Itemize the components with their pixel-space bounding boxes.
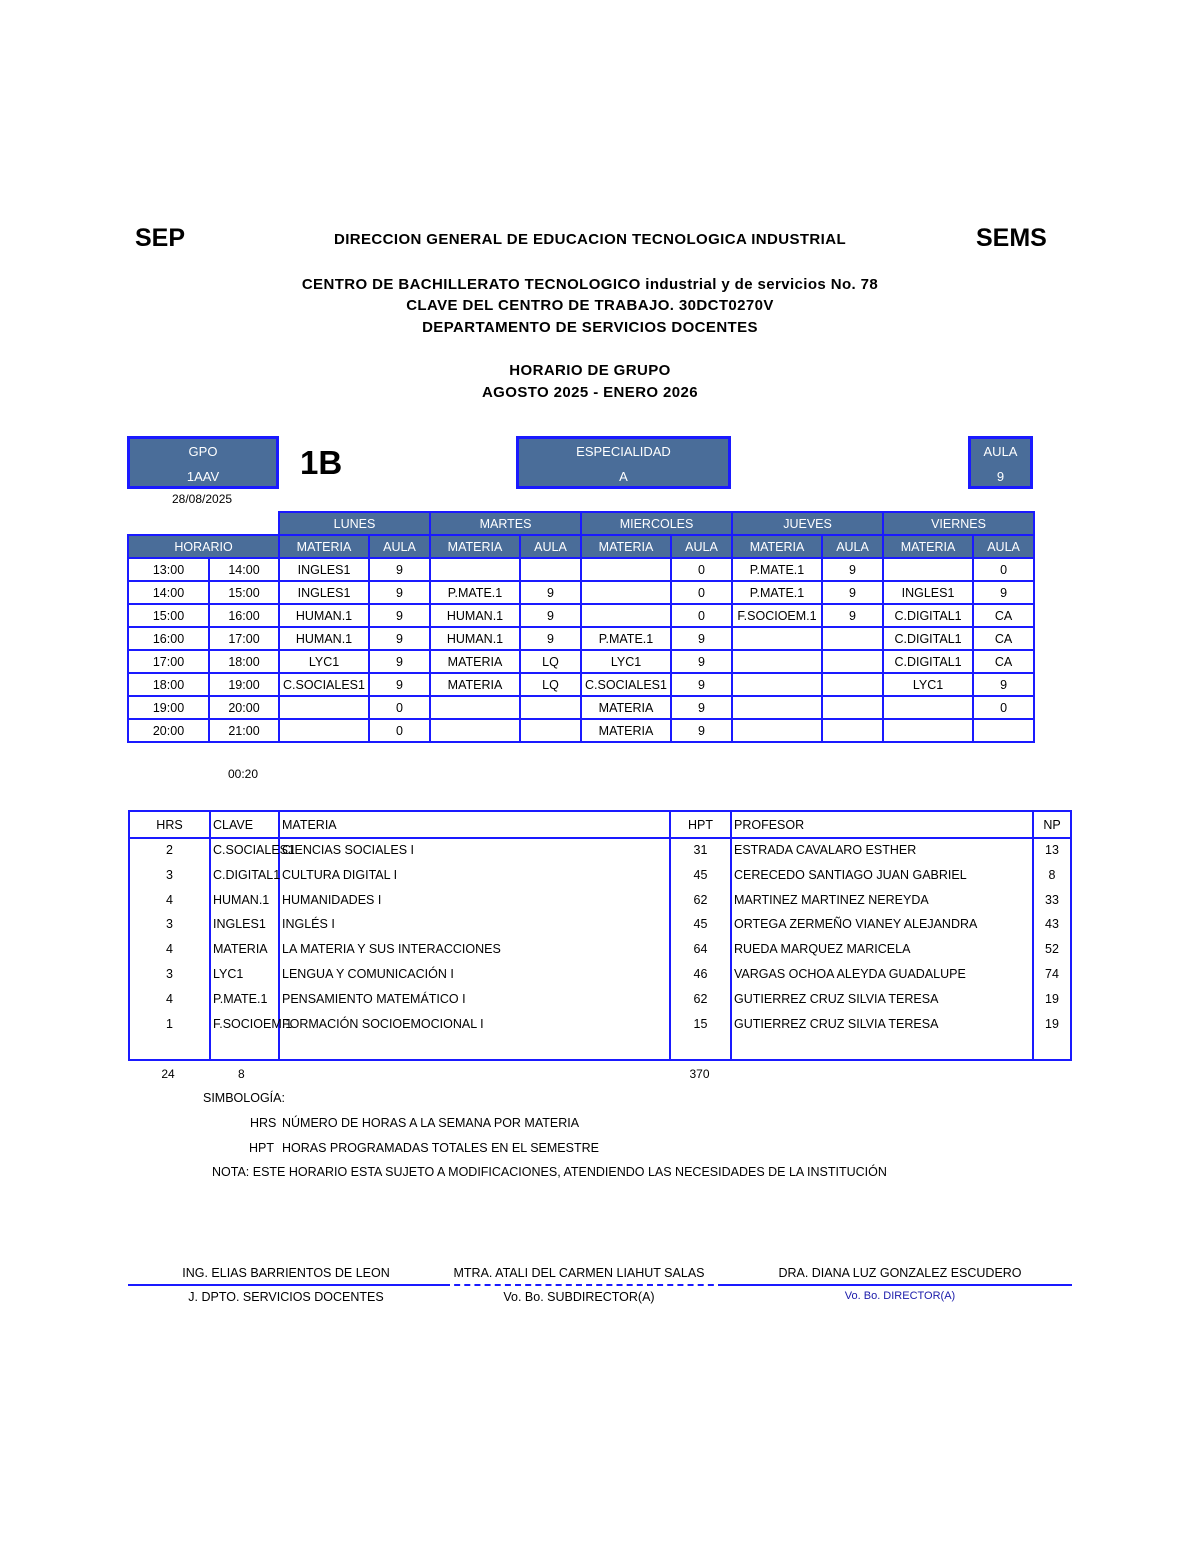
subject-clave: MATERIA — [213, 942, 268, 957]
subject-np: 8 — [1048, 867, 1056, 882]
end-time: 16:00 — [209, 604, 279, 627]
materia-cell — [581, 558, 671, 581]
aula-cell — [520, 696, 581, 719]
aula-cell: 9 — [671, 627, 732, 650]
subject-profesor: GUTIERREZ CRUZ SILVIA TERESA — [734, 1016, 939, 1031]
subject-np: 74 — [1045, 967, 1059, 981]
aula-cell: 9 — [520, 581, 581, 604]
horario-header: HORARIO — [128, 535, 279, 558]
start-time: 16:00 — [128, 627, 209, 650]
materia-cell — [581, 604, 671, 627]
duration: 00:20 — [228, 767, 259, 781]
hpt-header: HPT — [688, 818, 713, 832]
subject-np: 13 — [1045, 843, 1059, 857]
aula-header: AULA — [822, 535, 883, 558]
materia-header: MATERIA — [279, 535, 369, 558]
aula-cell — [520, 719, 581, 742]
days-row — [128, 512, 1034, 535]
materia-cell — [279, 719, 369, 742]
signature-role-3: Vo. Bo. DIRECTOR(A) — [844, 1290, 956, 1302]
subject-hpt: 64 — [693, 942, 708, 957]
subject-hrs: 3 — [166, 967, 173, 981]
start-time: 17:00 — [128, 650, 209, 673]
aula-cell — [822, 650, 883, 673]
subject-hrs: 2 — [166, 843, 173, 857]
end-time: 14:00 — [209, 558, 279, 581]
materia-cell: HUMAN.1 — [430, 604, 520, 627]
signature-name-1: ING. ELIAS BARRIENTOS DE LEON — [182, 1266, 390, 1280]
signature-name-2: MTRA. ATALI DEL CARMEN LIAHUT SALAS — [453, 1266, 705, 1280]
subject-materia: LENGUA Y COMUNICACIÓN I — [282, 967, 454, 981]
total-hrs: 24 — [161, 1067, 175, 1081]
aula-cell: 0 — [671, 558, 732, 581]
header-line-5: HORARIO DE GRUPO — [509, 362, 671, 379]
materia-cell: MATERIA — [430, 650, 520, 673]
schedule-row — [128, 673, 1034, 696]
aula-cell: 9 — [369, 558, 430, 581]
specialty-label: ESPECIALIDAD — [576, 444, 671, 459]
subject-clave: C.SOCIALES1 — [213, 843, 295, 857]
aula-cell: 0 — [369, 719, 430, 742]
signature-role-1: J. DPTO. SERVICIOS DOCENTES — [188, 1290, 384, 1304]
signature-line-3 — [724, 1284, 1072, 1286]
hrs-header: HRS — [156, 818, 183, 832]
subject-profesor: ESTRADA CAVALARO ESTHER — [734, 843, 917, 857]
schedule-row — [128, 558, 1034, 581]
aula-cell: CA — [973, 650, 1034, 673]
subject-profesor: MARTINEZ MARTINEZ NEREYDA — [734, 892, 929, 907]
header-line-1: DIRECCION GENERAL DE EDUCACION TECNOLOGICA INDUSTRIAL — [333, 231, 847, 248]
aula-cell: 9 — [671, 719, 732, 742]
hpt-desc: HORAS PROGRAMADAS TOTALES EN EL SEMESTRE — [282, 1141, 599, 1155]
materia-cell: C.SOCIALES1 — [581, 673, 671, 696]
aula-cell: 9 — [973, 581, 1034, 604]
signature-line-1 — [128, 1284, 444, 1286]
materia-cell: HUMAN.1 — [279, 604, 369, 627]
materia-header: MATERIA — [883, 535, 973, 558]
aula-cell: 9 — [369, 604, 430, 627]
aula-cell: LQ — [520, 673, 581, 696]
day-header: VIERNES — [883, 512, 1034, 535]
subjects-table — [128, 810, 1072, 1061]
materia-header: MATERIA — [430, 535, 520, 558]
start-time: 14:00 — [128, 581, 209, 604]
materia-cell: MATERIA — [581, 696, 671, 719]
subject-hrs: 1 — [166, 1016, 173, 1031]
np-header: NP — [1043, 818, 1061, 832]
day-header: MARTES — [430, 512, 581, 535]
subject-materia: CULTURA DIGITAL I — [282, 867, 398, 882]
aula-cell: CA — [973, 627, 1034, 650]
materia-cell — [430, 558, 520, 581]
subheader-row — [128, 535, 1034, 558]
subject-hrs: 4 — [166, 942, 173, 957]
materia-cell: C.DIGITAL1 — [883, 604, 973, 627]
materia-cell — [279, 696, 369, 719]
aula-cell: 9 — [822, 581, 883, 604]
aula-cell: 9 — [520, 627, 581, 650]
materia-cell — [430, 719, 520, 742]
hrs-abbr: HRS — [250, 1116, 277, 1130]
aula-cell: 9 — [822, 604, 883, 627]
simbologia-label: SIMBOLOGÍA: — [203, 1091, 285, 1105]
group-box — [127, 436, 279, 489]
aula-header: AULA — [369, 535, 430, 558]
aula-cell: 9 — [671, 673, 732, 696]
subject-profesor: ORTEGA ZERMEÑO VIANEY ALEJANDRA — [734, 917, 978, 932]
signature-role-2: Vo. Bo. SUBDIRECTOR(A) — [503, 1290, 655, 1304]
aula-cell: 9 — [671, 696, 732, 719]
schedule-table — [127, 511, 1035, 743]
blank-corner — [128, 512, 279, 535]
sep-logo-text: SEP — [135, 224, 186, 252]
materia-cell — [732, 650, 822, 673]
subject-hrs: 4 — [166, 892, 173, 907]
subject-hrs: 3 — [166, 867, 173, 882]
subject-hpt: 62 — [693, 991, 708, 1006]
subject-materia: PENSAMIENTO MATEMÁTICO I — [282, 991, 466, 1006]
aula-cell: 9 — [520, 604, 581, 627]
aula-cell: 9 — [369, 581, 430, 604]
materia-cell — [732, 696, 822, 719]
subject-hrs: 3 — [166, 917, 173, 932]
materia-cell: C.SOCIALES1 — [279, 673, 369, 696]
subject-np: 43 — [1045, 917, 1059, 932]
materia-cell: LYC1 — [581, 650, 671, 673]
group-label: GPO — [188, 444, 218, 459]
hpt-abbr: HPT — [249, 1141, 274, 1155]
header-line-3: CLAVE DEL CENTRO DE TRABAJO. 30DCT0270V — [406, 297, 774, 314]
aula-header: AULA — [671, 535, 732, 558]
aula-cell — [822, 673, 883, 696]
materia-cell — [581, 581, 671, 604]
subject-materia: CIENCIAS SOCIALES I — [282, 843, 414, 857]
materia-header: MATERIA — [282, 818, 337, 832]
aula-cell: 9 — [671, 650, 732, 673]
start-time: 19:00 — [128, 696, 209, 719]
subject-hrs: 4 — [166, 991, 173, 1006]
materia-header: MATERIA — [732, 535, 822, 558]
header-line-4: DEPARTAMENTO DE SERVICIOS DOCENTES — [422, 319, 758, 336]
schedule-row — [128, 627, 1034, 650]
room-box — [968, 436, 1033, 489]
materia-header: MATERIA — [581, 535, 671, 558]
header-divider — [130, 837, 1070, 839]
subject-clave: LYC1 — [213, 967, 244, 981]
materia-cell: C.DIGITAL1 — [883, 650, 973, 673]
materia-cell: LYC1 — [279, 650, 369, 673]
materia-cell: LYC1 — [883, 673, 973, 696]
schedule-row — [128, 696, 1034, 719]
end-time: 15:00 — [209, 581, 279, 604]
nota: NOTA: ESTE HORARIO ESTA SUJETO A MODIFICACIONES, ATENDIENDO LAS NECESIDADES DE LA INSTITUCIÓN — [212, 1165, 887, 1179]
end-time: 17:00 — [209, 627, 279, 650]
subject-clave: HUMAN.1 — [213, 892, 270, 907]
materia-cell: MATERIA — [581, 719, 671, 742]
header-line-6: AGOSTO 2025 - ENERO 2026 — [481, 384, 699, 401]
start-time: 20:00 — [128, 719, 209, 742]
subject-materia: HUMANIDADES I — [282, 892, 382, 907]
col-divider — [730, 812, 732, 1059]
subject-hpt: 31 — [693, 843, 708, 857]
aula-cell: 9 — [822, 558, 883, 581]
subject-profesor: VARGAS OCHOA ALEYDA GUADALUPE — [734, 967, 966, 981]
aula-cell: CA — [973, 604, 1034, 627]
room-value: 9 — [996, 469, 1005, 484]
total-hpt: 370 — [689, 1067, 710, 1081]
aula-cell — [822, 719, 883, 742]
materia-cell — [883, 558, 973, 581]
subject-materia: INGLÉS I — [282, 917, 335, 932]
subject-hpt: 15 — [693, 1016, 708, 1031]
start-time: 13:00 — [128, 558, 209, 581]
materia-cell: P.MATE.1 — [732, 558, 822, 581]
room-label: AULA — [983, 444, 1018, 459]
specialty-box — [516, 436, 731, 489]
group-value: 1AAV — [186, 469, 220, 484]
materia-cell — [883, 719, 973, 742]
aula-header: AULA — [520, 535, 581, 558]
aula-header: AULA — [973, 535, 1034, 558]
signature-name-3: DRA. DIANA LUZ GONZALEZ ESCUDERO — [778, 1266, 1022, 1280]
end-time: 20:00 — [209, 696, 279, 719]
materia-cell: MATERIA — [430, 673, 520, 696]
materia-cell: C.DIGITAL1 — [883, 627, 973, 650]
hrs-desc: NÚMERO DE HORAS A LA SEMANA POR MATERIA — [282, 1116, 580, 1130]
subject-clave: C.DIGITAL1 — [213, 867, 281, 882]
subject-profesor: GUTIERREZ CRUZ SILVIA TERESA — [734, 991, 939, 1006]
group-short: 1B — [300, 444, 343, 481]
materia-cell: P.MATE.1 — [430, 581, 520, 604]
subject-clave: P.MATE.1 — [213, 991, 268, 1006]
start-time: 18:00 — [128, 673, 209, 696]
clave-header: CLAVE — [213, 818, 254, 832]
aula-cell: 0 — [369, 696, 430, 719]
materia-cell: P.MATE.1 — [581, 627, 671, 650]
subject-materia: LA MATERIA Y SUS INTERACCIONES — [282, 942, 501, 957]
sems-logo-text: SEMS — [976, 224, 1047, 252]
materia-cell: HUMAN.1 — [430, 627, 520, 650]
total-count: 8 — [238, 1067, 245, 1081]
subject-clave: F.SOCIOEM.1 — [213, 1016, 293, 1031]
materia-cell: HUMAN.1 — [279, 627, 369, 650]
materia-cell — [732, 673, 822, 696]
aula-cell — [822, 696, 883, 719]
materia-cell: INGLES1 — [279, 558, 369, 581]
subject-hpt: 45 — [693, 867, 708, 882]
header-line-2: CENTRO DE BACHILLERATO TECNOLOGICO industrial y de servicios No. 78 — [301, 276, 879, 293]
materia-cell: F.SOCIOEM.1 — [732, 604, 822, 627]
aula-cell: 9 — [369, 627, 430, 650]
materia-cell — [430, 696, 520, 719]
schedule-row — [128, 581, 1034, 604]
materia-cell — [883, 696, 973, 719]
date: 28/08/2025 — [172, 492, 233, 506]
end-time: 21:00 — [209, 719, 279, 742]
specialty-value: A — [619, 469, 628, 484]
materia-cell: INGLES1 — [279, 581, 369, 604]
subject-np: 33 — [1045, 892, 1059, 907]
aula-cell: 0 — [671, 604, 732, 627]
schedule-row — [128, 650, 1034, 673]
aula-cell: 9 — [973, 673, 1034, 696]
start-time: 15:00 — [128, 604, 209, 627]
materia-cell: INGLES1 — [883, 581, 973, 604]
subject-np: 19 — [1045, 991, 1059, 1006]
aula-cell: 9 — [369, 650, 430, 673]
subject-hpt: 45 — [693, 917, 708, 932]
subject-np: 52 — [1045, 942, 1059, 957]
aula-cell — [822, 627, 883, 650]
aula-cell: 0 — [973, 558, 1034, 581]
subject-hpt: 46 — [693, 967, 708, 981]
day-header: JUEVES — [732, 512, 883, 535]
aula-cell: 0 — [973, 696, 1034, 719]
aula-cell — [520, 558, 581, 581]
subject-clave: INGLES1 — [213, 917, 266, 932]
schedule-row — [128, 719, 1034, 742]
signature-line-2 — [444, 1284, 724, 1286]
aula-cell — [973, 719, 1034, 742]
aula-cell: 9 — [369, 673, 430, 696]
profesor-header: PROFESOR — [734, 818, 805, 832]
aula-cell: LQ — [520, 650, 581, 673]
subject-hpt: 62 — [693, 892, 708, 907]
materia-cell — [732, 719, 822, 742]
day-header: LUNES — [279, 512, 430, 535]
end-time: 18:00 — [209, 650, 279, 673]
subject-profesor: CERECEDO SANTIAGO JUAN GABRIEL — [734, 867, 967, 882]
subject-materia: FORMACIÓN SOCIOEMOCIONAL I — [282, 1016, 484, 1031]
subject-np: 19 — [1045, 1016, 1059, 1031]
materia-cell: P.MATE.1 — [732, 581, 822, 604]
materia-cell — [732, 627, 822, 650]
col-divider — [209, 812, 211, 1059]
subject-profesor: RUEDA MARQUEZ MARICELA — [734, 942, 911, 957]
day-header: MIERCOLES — [581, 512, 732, 535]
end-time: 19:00 — [209, 673, 279, 696]
aula-cell: 0 — [671, 581, 732, 604]
schedule-row — [128, 604, 1034, 627]
